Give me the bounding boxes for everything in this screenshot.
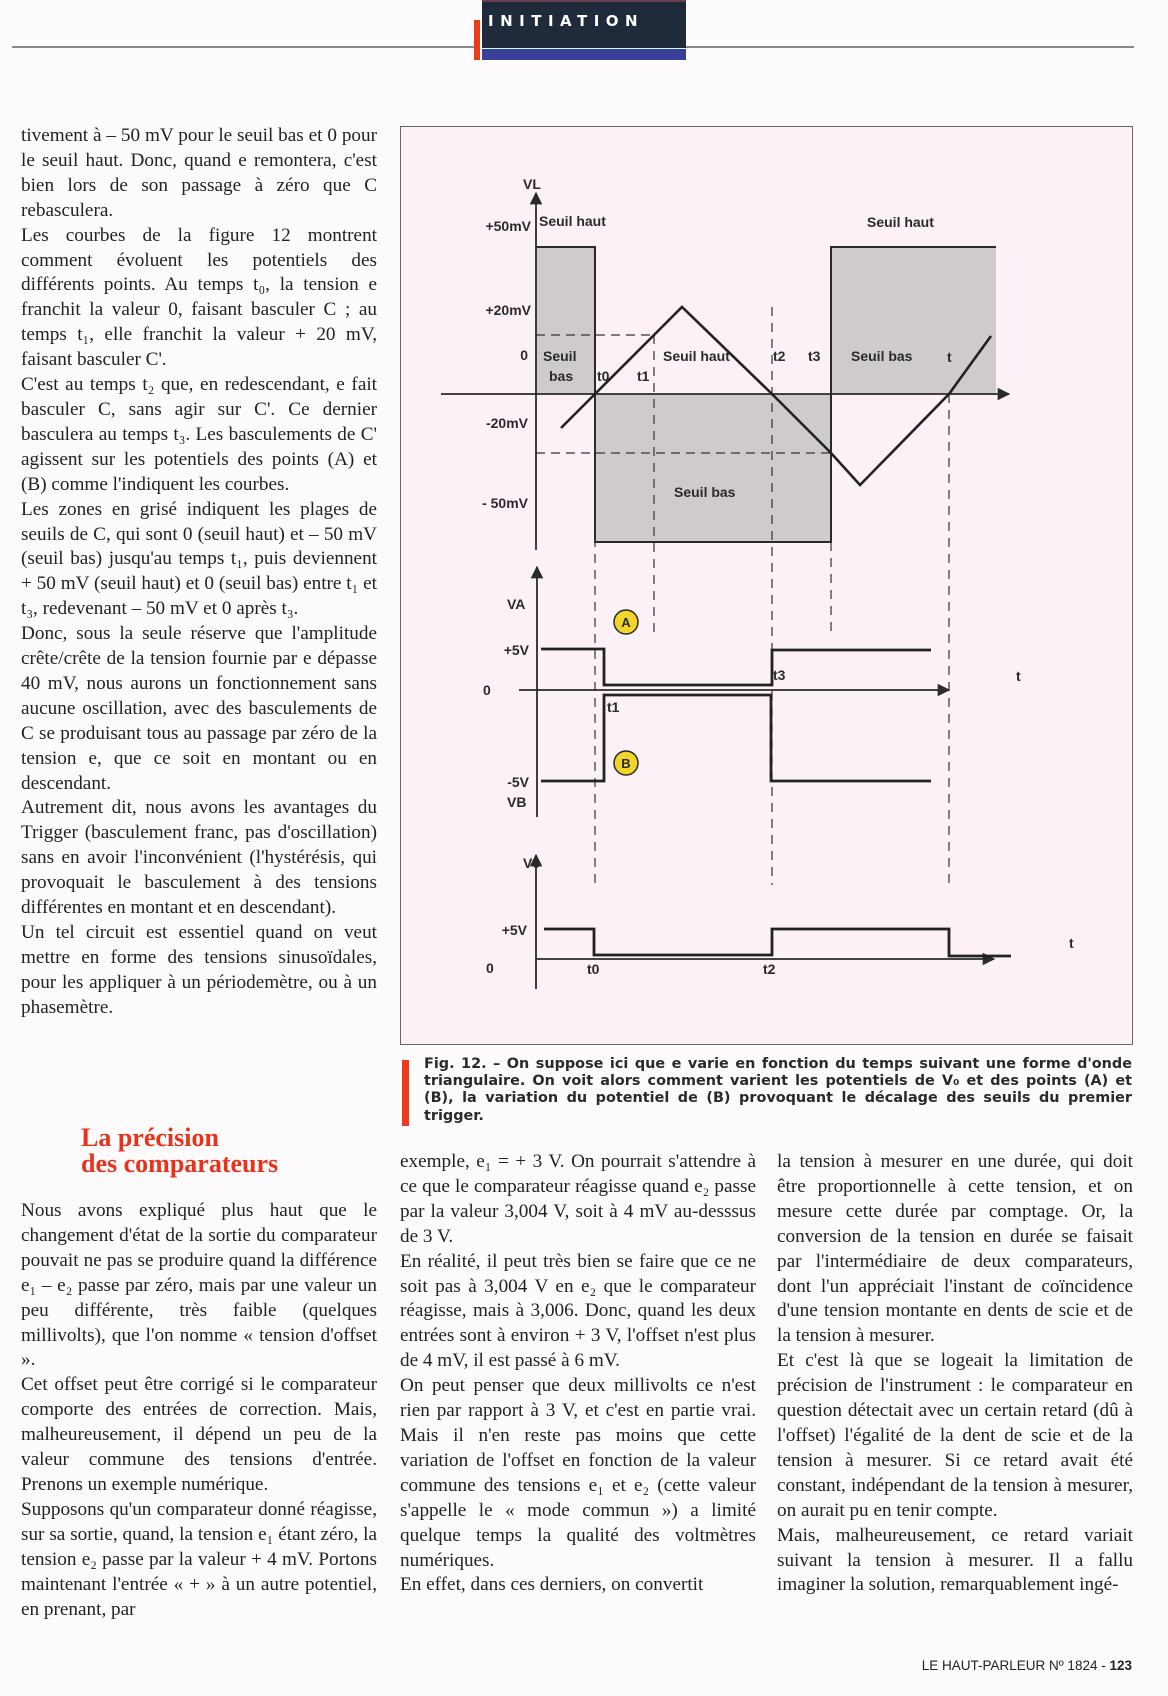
zone-label-seuil-bas-1a: Seuil xyxy=(543,348,577,364)
point-a-badge xyxy=(614,610,638,634)
vl-x-label: t xyxy=(947,349,952,365)
page-footer xyxy=(922,1658,1132,1673)
vl-tick-plus50: +50mV xyxy=(485,218,531,234)
vl-marker-t1: t1 xyxy=(637,368,650,384)
zone-label-seuil-haut-1: Seuil haut xyxy=(539,213,606,229)
vab-axis-label-va: VA xyxy=(507,596,526,612)
paragraph: la tension à mesurer en une durée, qui doit être proportionnelle à cette tension, et on mesure cette durée par comptage. Or, la conversion de la tension en durée se faisait par l'intermédiaire de deux comparateurs, dont l'un appréciait l'instant de coïncidence d'une tension montante en dents de scie et de la tension à mesurer. xyxy=(777,1151,1133,1347)
point-b-badge xyxy=(614,751,638,775)
trace-vb xyxy=(541,695,931,781)
paragraph: Supposons qu'un comparateur donné réagisse, sur sa sortie, quand, la tension e₁ étant zéro, la tension e₂ passe par la valeur + 4 mV. Portons maintenant l'entrée « + » à un autre potentiel, en prenant, par xyxy=(21,1498,377,1620)
vab-axis-label-vb: VB xyxy=(507,794,527,810)
column-2 xyxy=(400,1150,756,1598)
zone-label-seuil-haut-3: Seuil haut xyxy=(867,214,934,230)
paragraph: Mais, malheureusement, ce retard variait suivant la tension à mesurer. Il a fallu imaginer la solution, remarquablement ingé- xyxy=(777,1524,1133,1596)
paragraph: En effet, dans ces derniers, on convertit xyxy=(400,1574,704,1596)
v0-marker-t0: t0 xyxy=(587,961,600,977)
trace-va xyxy=(541,649,931,685)
vl-axis-label: VL xyxy=(523,176,541,192)
column-1 xyxy=(21,124,377,1021)
paragraph: Autrement dit, nous avons les avantages du Trigger (basculement franc, pas d'oscillation) sans en avoir l'inconvénient (l'hystérésis, qui provoquait le basculement à des tensions différentes en montant et en descendant). xyxy=(21,797,377,919)
section-heading xyxy=(81,1125,278,1177)
vab-marker-t3: t3 xyxy=(773,667,786,683)
v0-marker-t2: t2 xyxy=(763,961,776,977)
paragraph: Et c'est là que se logeait la limitation de précision de l'instrument : le comparateur en question détectait avec un certain retard (dû à l'offset) l'égalité de la dent de scie et de la tension à mesurer. Si ce retard avait été constant, indépendant de la tension à mesurer, on aurait pu en tenir compte. xyxy=(777,1350,1133,1521)
header-rule-left xyxy=(12,46,474,48)
header-rule-right xyxy=(684,46,1134,48)
paragraph: exemple, e₁ = + 3 V. On pourrait s'attendre à ce que le comparateur réagisse quand e₂ passe par la valeur 3,004 V, soit à 4 mV au-desssus de 3 V. xyxy=(400,1151,756,1247)
section-label: INITIATION xyxy=(488,12,645,30)
vl-marker-t2: t2 xyxy=(773,348,786,364)
paragraph: C'est au temps t₂ que, en redescendant, e fait basculer C, sans agir sur C'. Ce dernier basculera au temps t₃. Les basculements de C' agissent sur les potentiels des points (A) et (B) comme l'indiquent les courbes. xyxy=(21,374,377,495)
paragraph: Un tel circuit est essentiel quand on veut mettre en forme des tensions sinusoïdales, pour les appliquer à un périodemètre, ou à un phasemètre. xyxy=(21,922,377,1018)
v0-axis-label: V0 xyxy=(523,855,541,871)
vl-tick-plus20: +20mV xyxy=(485,302,531,318)
vl-marker-t0: t0 xyxy=(597,368,610,384)
vl-tick-minus20: -20mV xyxy=(485,415,528,431)
section-heading-line1: La précision xyxy=(81,1123,219,1152)
paragraph: On peut penser que deux millivolts ce n'est rien par rapport à 3 V, et c'est en partie vrai. Mais il n'en reste pas moins que cette variation de l'offset en fonction de la valeur commune des tensions e₁ et e₂ (cette valeur s'appelle le « mode commun ») a limité quelque temps la qualité des voltmètres numériques. xyxy=(400,1375,756,1571)
badge-blue-band xyxy=(482,48,686,60)
v0-tick-plus5: +5V xyxy=(501,922,527,938)
section-heading-line2: des comparateurs xyxy=(81,1149,279,1178)
point-a-label: A xyxy=(621,615,631,630)
paragraph: Les courbes de la figure 12 montrent comment évoluent les potentiels des différents points. Au temps t₀, la tension e franchit la valeur 0, faisant basculer C ; au temps t₁, elle franchit la valeur + 20 mV, faisant basculer C'. xyxy=(21,224,377,371)
vl-tick-zero: 0 xyxy=(520,347,528,363)
page-number: 123 xyxy=(1109,1658,1132,1673)
figure-diagram xyxy=(401,127,1132,1044)
v0-x-label: t xyxy=(1069,935,1074,951)
vab-tick-minus5: -5V xyxy=(507,774,529,790)
point-b-label: B xyxy=(621,756,631,771)
caption-text: Fig. 12. – On suppose ici que e varie en fonction du temps suivant une forme d'onde triangulaire. On voit alors comment varient les potentiels de V₀ et des points (A) et (B), la variation du potentiel de (B) provoquant le décalage des seuils du premier trigger. xyxy=(424,1056,1132,1124)
section-badge xyxy=(474,0,686,60)
publication-name: LE HAUT-PARLEUR Nº 1824 - xyxy=(921,1658,1110,1673)
zone-label-seuil-bas-2: Seuil bas xyxy=(674,484,736,500)
zone-label-seuil-bas-1b: bas xyxy=(549,368,574,384)
vab-marker-t1: t1 xyxy=(607,699,620,715)
column-3 xyxy=(777,1150,1133,1598)
vab-tick-plus5: +5V xyxy=(503,642,529,658)
paragraph: tivement à – 50 mV pour le seuil bas et 0 pour le seuil haut. Donc, quand e remontera, c'est bien lors de son passage à zéro que C rebasculera. xyxy=(21,125,377,221)
figure-12 xyxy=(400,126,1133,1045)
paragraph: Cet offset peut être corrigé si le comparateur comporte des entrées de correction. Mais, malheureusement, il dépend un peu de la valeur commune des tensions d'entrée. Prenons un exemple numérique. xyxy=(21,1374,377,1495)
vab-tick-zero: 0 xyxy=(483,682,491,698)
caption-accent-bar xyxy=(402,1060,409,1126)
column-1-lower xyxy=(21,1199,377,1622)
zone-label-seuil-haut-2: Seuil haut xyxy=(663,348,730,364)
zone-label-seuil-bas-3: Seuil bas xyxy=(851,348,913,364)
vab-x-label: t xyxy=(1016,668,1021,684)
trace-v0 xyxy=(544,929,1011,956)
paragraph: En réalité, il peut très bien se faire que ce ne soit pas à 3,004 V en e₂ que le comparateur réagisse, mais à 3,006. Donc, quand les deux entrées sont à environ + 3 V, l'offset n'est plus de 4 mV, il est passé à 6 mV. xyxy=(400,1250,756,1372)
paragraph: Les zones en grisé indiquent les plages de seuils de C, qui sont 0 (seuil haut) et – 50 mV (seuil bas) jusqu'au temps t₁, puis deviennent + 50 mV (seuil haut) et 0 (seuil bas) entre t₁ et t₃, redevenant – 50 mV et 0 après t₃. xyxy=(21,498,377,620)
paragraph: Nous avons expliqué plus haut que le changement d'état de la sortie du comparateur pouvait ne pas se produire quand la différence e₁ – e₂ passe par zéro, mais par une valeur un peu différente, très faible (quelques millivolts), que l'on nomme « tension d'offset ». xyxy=(21,1200,377,1371)
v0-tick-zero: 0 xyxy=(486,960,494,976)
vl-tick-minus50: - 50mV xyxy=(482,495,528,511)
badge-red-mark xyxy=(474,20,480,60)
zone-seuil-3 xyxy=(831,247,996,394)
vl-marker-t3: t3 xyxy=(808,348,821,364)
paragraph: Donc, sous la seule réserve que l'amplitude crête/crête de la tension fournie par e dépasse 40 mV, nous aurons un fonctionnement sans aucune oscillation, avec des basculements de C se produisant tous au passage par zéro de la tension e, que ce soit en montant ou en descendant. xyxy=(21,623,377,794)
